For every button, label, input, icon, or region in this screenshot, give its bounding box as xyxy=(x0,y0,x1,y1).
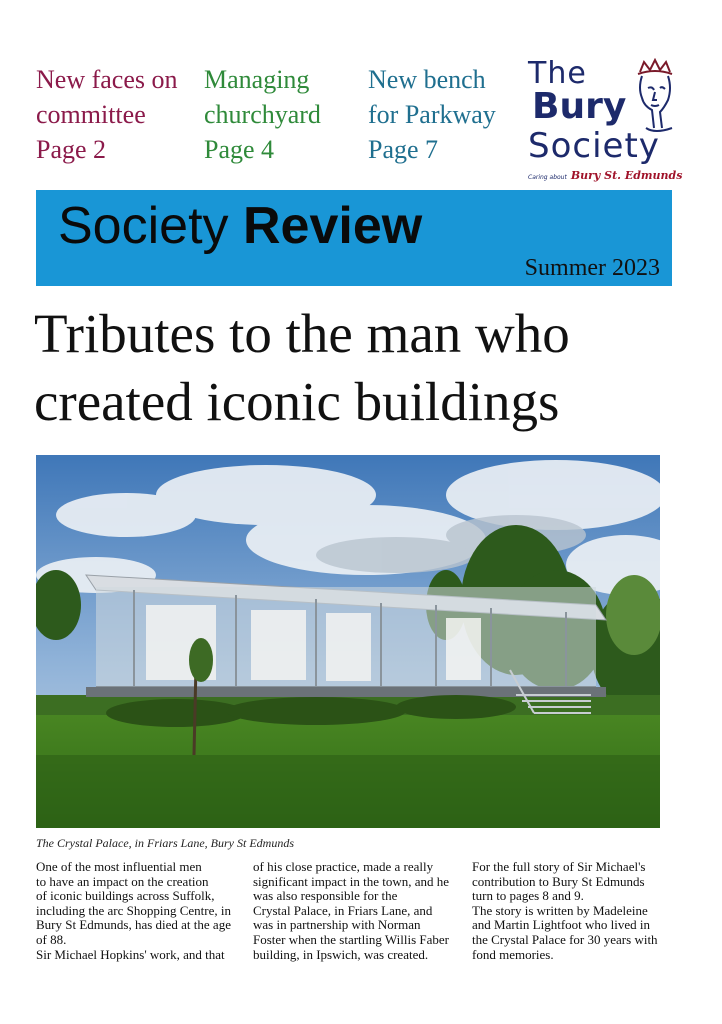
teaser-line: committee xyxy=(36,100,146,129)
bury-society-logo xyxy=(524,56,694,186)
logo-line-bury: Bury xyxy=(532,86,627,127)
article-line: of his close practice, made a really xyxy=(253,859,434,874)
article-line: including the arc Shopping Centre, in xyxy=(36,902,231,918)
logo-line-society: Society xyxy=(528,126,660,166)
article-line: Crystal Palace, in Friars Lane, and xyxy=(253,902,433,918)
house-photo-illustration xyxy=(36,455,660,828)
teaser-line: churchyard xyxy=(204,100,321,129)
teaser-page: Page 7 xyxy=(368,135,439,164)
article-line: to have an impact on the creation xyxy=(36,873,209,889)
masthead-title xyxy=(58,196,422,256)
article-line: Bury St Edmunds, has died at the age xyxy=(36,917,231,933)
crystal-palace-photo[interactable] xyxy=(36,455,660,828)
teaser-page: Page 4 xyxy=(204,135,275,164)
main-headline[interactable] xyxy=(34,300,694,436)
masthead-title-bold: Review xyxy=(242,197,423,255)
teaser-line: for Parkway xyxy=(368,100,496,129)
article-column-3 xyxy=(472,860,658,962)
headline-line: Tributes to the man who xyxy=(34,303,570,364)
headline-line: created iconic buildings xyxy=(34,371,560,432)
masthead-title-regular: Society xyxy=(58,197,243,255)
article-line: was also responsible for the xyxy=(253,888,398,904)
article-line: One of the most influential men xyxy=(36,859,202,874)
article-line: the Crystal Palace for 30 years with xyxy=(472,931,658,947)
article-line: of iconic buildings across Suffolk, xyxy=(36,888,215,904)
article-line: Sir Michael Hopkins' work, and that xyxy=(36,946,225,962)
article-line: For the full story of Sir Michael's xyxy=(472,859,646,874)
issue-label: Summer 2023 xyxy=(524,255,660,281)
teaser-line: New faces on xyxy=(36,65,178,94)
article-column-2 xyxy=(253,860,449,962)
article-line: turn to pages 8 and 9. xyxy=(472,888,584,904)
teaser-churchyard[interactable] xyxy=(204,62,321,167)
article-line: significant impact in the town, and he xyxy=(253,873,450,889)
logo-tagline-small: Caring about xyxy=(528,174,567,181)
teaser-committee[interactable] xyxy=(36,62,178,167)
logo-tagline-place: Bury St. Edmunds xyxy=(570,169,683,182)
article-line: contribution to Bury St Edmunds xyxy=(472,873,645,889)
teaser-page: Page 2 xyxy=(36,135,107,164)
article-line: The story is written by Madeleine xyxy=(472,902,648,918)
article-line: of 88. xyxy=(36,931,67,947)
teaser-line: New bench xyxy=(368,65,486,94)
teaser-bench[interactable] xyxy=(368,62,496,167)
crowned-head-icon xyxy=(624,58,686,136)
article-line: and Martin Lightfoot who lived in xyxy=(472,917,651,933)
teaser-line: Managing xyxy=(204,65,310,94)
logo-line-the: The xyxy=(528,56,587,91)
photo-caption: The Crystal Palace, in Friars Lane, Bury St Edmunds xyxy=(36,836,294,850)
article-line: was in partnership with Norman xyxy=(253,917,421,933)
logo-tagline xyxy=(528,166,682,184)
masthead-banner xyxy=(36,190,672,286)
article-line: building, in Ipswich, was created. xyxy=(253,946,429,962)
article-column-1 xyxy=(36,860,231,962)
article-line: fond memories. xyxy=(472,946,554,962)
article-line: Foster when the startling Willis Faber xyxy=(253,931,450,947)
